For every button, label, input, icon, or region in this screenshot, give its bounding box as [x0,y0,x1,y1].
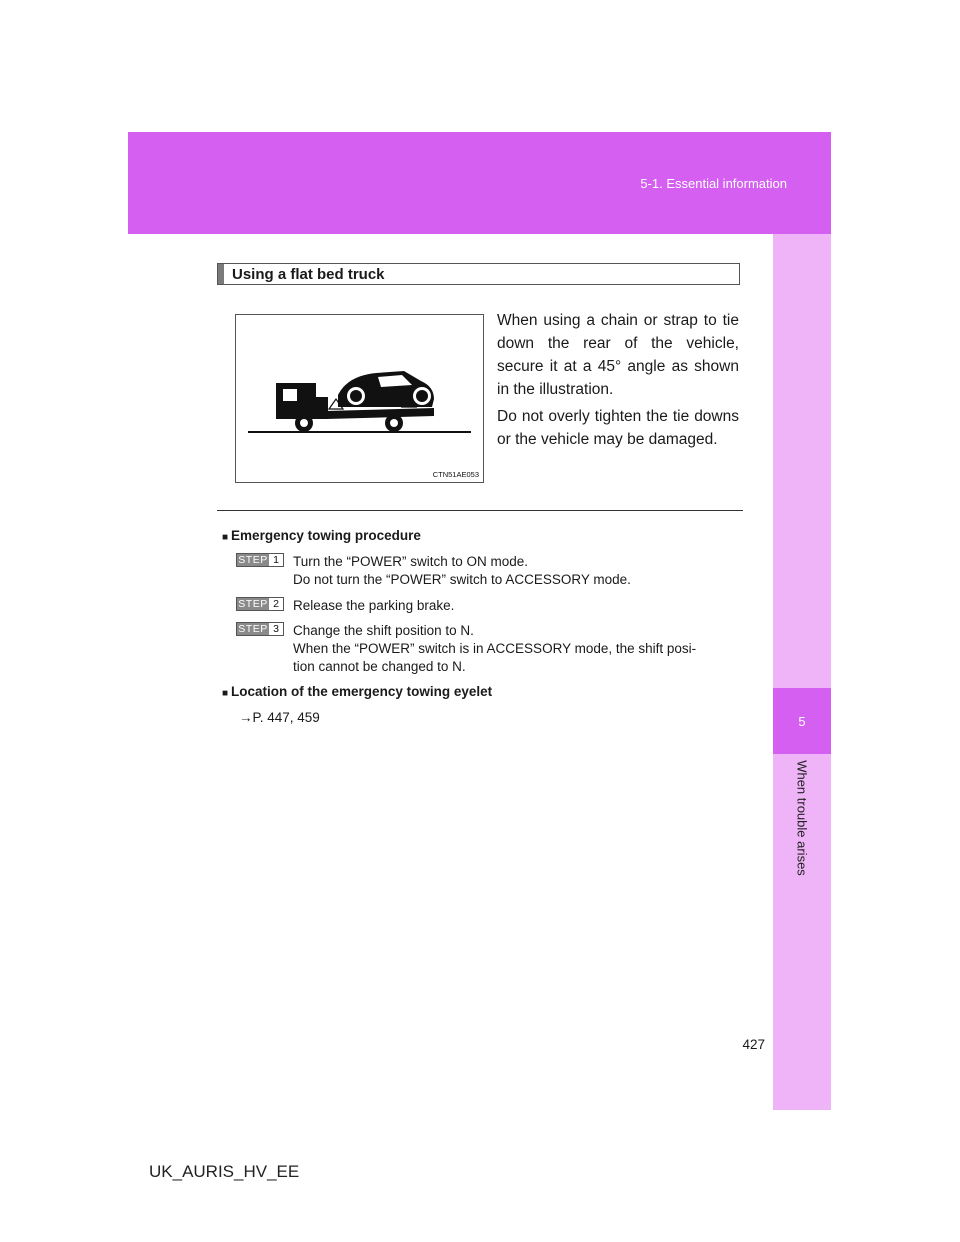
step-3-text [293,622,743,676]
towing-eyelet-title [222,684,492,699]
subheading-bar [218,264,224,284]
step-1-line-2: Do not turn the “POWER” switch to ACCESSORY mode. [293,572,631,587]
step-1-text [293,553,743,589]
step-badge-number: 1 [273,554,279,566]
document-code: UK_AURIS_HV_EE [149,1162,300,1181]
step-1-line-1: Turn the “POWER” switch to ON mode. [293,554,529,569]
illustration-code: CTN51AE053 [432,470,479,479]
step-badge-label: STEP [238,554,268,566]
section-title: 5-1. Essential information [640,176,787,191]
step-3-line-3: tion cannot be changed to N. [293,659,466,674]
step-badge-3 [236,622,284,636]
step-badge-1 [236,553,284,567]
flat-bed-truck-illustration [235,314,484,483]
header-band [128,132,831,234]
page-number: 427 [742,1037,765,1052]
step-3-line-2: When the “POWER” switch is in ACCESSORY mode, the shift posi- [293,641,697,656]
page-reference: P. 447, 459 [252,710,320,725]
bullet-square-icon: ■ [222,532,229,543]
bullet-square-icon: ■ [222,688,229,699]
side-tab-label: When trouble arises [794,760,810,876]
step-badge-number: 3 [273,623,279,635]
towing-eyelet-title-text: Location of the emergency towing eyelet [231,684,493,699]
flat-bed-truck-icon [236,315,483,482]
step-badge-label: STEP [238,598,268,610]
emergency-towing-title [222,528,421,543]
step-badge-2 [236,597,284,611]
step-badge-label: STEP [238,623,268,635]
step-2-text [293,597,743,615]
flat-bed-paragraph-1: When using a chain or strap to tie down the rear of the vehicle, secure it at a 45° angle as shown in the illustration. [497,312,739,398]
emergency-towing-title-text: Emergency towing procedure [231,528,421,543]
subheading-flat-bed [217,263,740,285]
step-badge-number: 2 [273,598,279,610]
section-divider [217,510,743,511]
side-tab [773,234,831,1110]
arrow-right-icon: → [239,710,253,725]
towing-eyelet-reference[interactable] [239,710,320,725]
flat-bed-paragraph-2: Do not overly tighten the tie downs or the vehicle may be damaged. [497,408,739,448]
step-3-line-1: Change the shift position to N. [293,623,474,638]
side-tab-number: 5 [773,688,831,754]
subheading-text: Using a flat bed truck [232,265,385,283]
step-2-line-1: Release the parking brake. [293,598,455,613]
